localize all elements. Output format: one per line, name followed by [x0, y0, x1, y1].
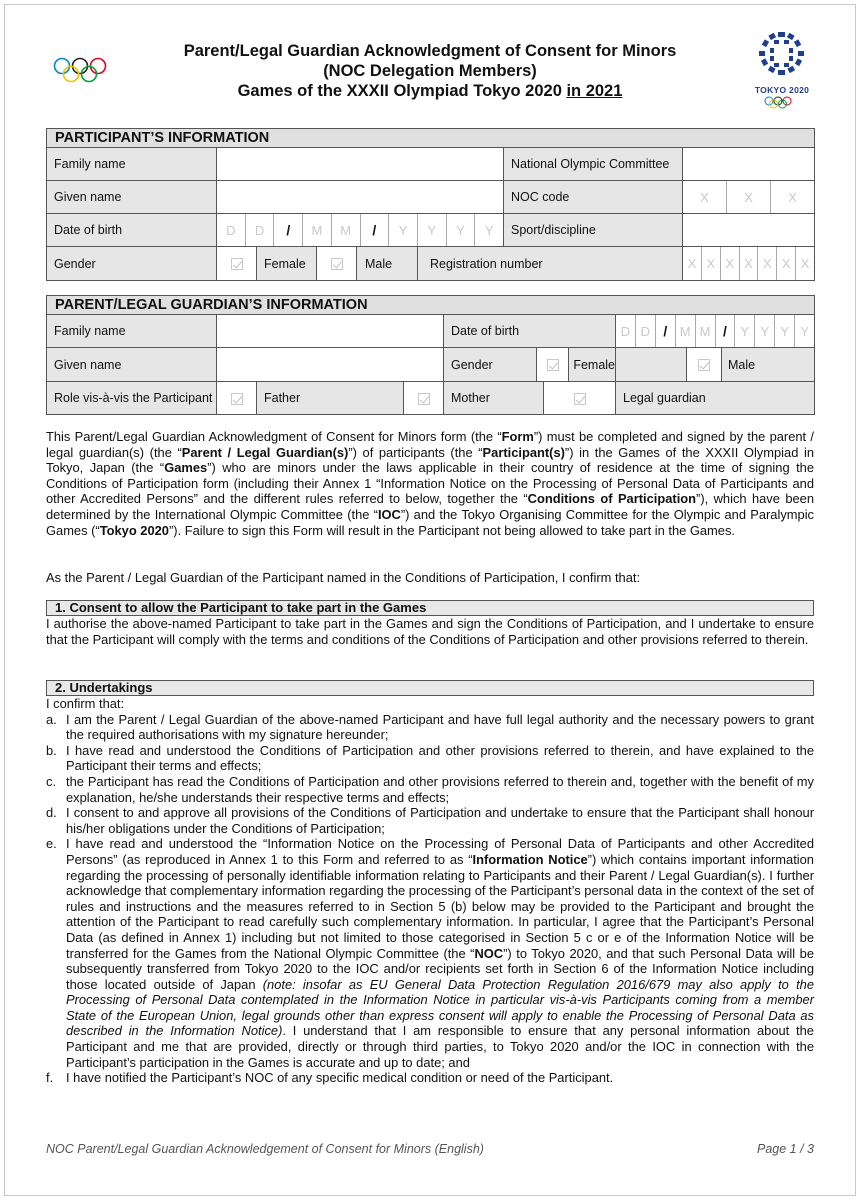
participant-dob-field[interactable]: D D / M M / Y Y Y Y — [217, 214, 504, 247]
participant-given-name-field[interactable] — [217, 181, 504, 214]
checkbox-icon — [698, 359, 710, 371]
section-2-heading: 2. Undertakings — [46, 680, 814, 696]
footer-title: NOC Parent/Legal Guardian Acknowledgement of Consent for Minors (English) — [46, 1142, 484, 1156]
page-number: Page 1 / 3 — [757, 1142, 814, 1156]
participant-female-label: Female — [257, 247, 317, 281]
small-olympic-rings-icon — [752, 95, 812, 109]
undertakings-intro: I confirm that: — [46, 696, 125, 711]
guardian-gender-group — [444, 348, 616, 382]
guardian-information-table — [46, 295, 815, 415]
list-item: a. I am the Parent / Legal Guardian of the above-named Participant and have full legal authority and the necessary powers to grant the required authorisations with my signature hereunder; — [46, 711, 814, 743]
participant-male-checkbox[interactable] — [317, 247, 357, 281]
father-label: Father — [257, 382, 404, 415]
participant-family-name-label: Family name — [47, 148, 217, 181]
checkbox-icon — [231, 393, 243, 405]
section-1-text: I authorise the above-named Participant to take part in the Games and sign the Conditions of Participation, and I undertake to ensure that the Participant will comply with the terms and conditions of the Conditions of Participation and other provisions referred to therein. — [46, 616, 814, 647]
noc-code-field[interactable]: X X X — [683, 181, 815, 214]
noc-label: National Olympic Committee — [504, 148, 683, 181]
registration-number-label: Registration number — [417, 247, 682, 280]
checkbox-icon — [331, 258, 343, 270]
list-item: d. I consent to and approve all provisions of the Conditions of Participation and undertake to ensure that the Participant shall honour his/her obligations under the Conditions of Participation; — [46, 805, 814, 836]
form-title: Parent/Legal Guardian Acknowledgment of Consent for Minors (NOC Delegation Members) Games of the XXXII Olympiad Tokyo 2020 in 2021 — [183, 42, 677, 100]
list-item: c. the Participant has read the Conditions of Participation and other provisions referred to therein and, together with the benefit of my explanation, he/she understands their respective terms and effects; — [46, 773, 814, 805]
legal-guardian-label: Legal guardian — [616, 382, 815, 415]
noc-field[interactable] — [683, 148, 815, 181]
participant-section-heading: PARTICIPANT’S INFORMATION — [47, 129, 815, 148]
guardian-dob-label: Date of birth — [444, 315, 616, 348]
participant-gender-label: Gender — [47, 247, 217, 281]
participant-family-name-field[interactable] — [217, 148, 504, 181]
role-label: Role vis-à-vis the Participant — [47, 382, 217, 415]
participant-information-table — [46, 128, 815, 281]
guardian-family-name-label: Family name — [47, 315, 217, 348]
registration-number-group — [357, 247, 683, 281]
confirm-paragraph: As the Parent / Legal Guardian of the Participant named in the Conditions of Participation, I confirm that: — [46, 570, 641, 585]
guardian-male-group — [616, 348, 815, 382]
registration-digit: X — [758, 247, 777, 280]
legal-guardian-checkbox[interactable] — [544, 382, 616, 415]
sport-discipline-label: Sport/discipline — [504, 214, 683, 247]
guardian-dob-field[interactable]: D D / M M / Y Y Y Y — [616, 315, 815, 348]
participant-given-name-label: Given name — [47, 181, 217, 214]
tokyo-2020-emblem — [752, 28, 812, 108]
participant-female-checkbox[interactable] — [217, 247, 257, 281]
checkbox-icon — [547, 359, 559, 371]
sport-discipline-field[interactable] — [683, 214, 815, 247]
registration-digit: X — [777, 247, 796, 280]
tokyo-2020-text: TOKYO 2020 — [754, 85, 810, 95]
guardian-section-heading: PARENT/LEGAL GUARDIAN’S INFORMATION — [47, 296, 815, 315]
noc-code-label: NOC code — [504, 181, 683, 214]
list-item: f. I have notified the Participant’s NOC of any specific medical condition or need of the Participant. — [46, 1070, 614, 1086]
guardian-female-checkbox[interactable] — [536, 348, 569, 381]
undertakings-list — [46, 696, 814, 1086]
guardian-female-label: Female — [573, 357, 615, 372]
olympic-rings-logo — [52, 56, 108, 84]
registration-number-field[interactable]: X X X X X X X — [683, 247, 815, 281]
checkbox-icon — [574, 393, 586, 405]
guardian-male-checkbox[interactable] — [686, 348, 722, 381]
registration-digit: X — [800, 256, 810, 271]
guardian-family-name-field[interactable] — [217, 315, 444, 348]
guardian-gender-label: Gender — [451, 357, 493, 372]
section-1-heading: 1. Consent to allow the Participant to take part in the Games — [46, 600, 814, 616]
intro-paragraph: This Parent/Legal Guardian Acknowledgment of Consent for Minors form (the “Form”) must be completed and signed by the parent / legal guardian(s) (the “Parent / Legal Guardian(s)”) of participants (the “Participant(s)”) in the Games of the XXXII Olympiad in Tokyo, Japan (the “Games”) who are minors under the laws applicable in their country of residence at the time of signing the Conditions of Participation form (including their Annex 1 “Information Notice on the Processing of Personal Data of Participants and other Accredited Persons” and the different rules referred to below, together the “Conditions of Participation”), which have been determined by the International Olympic Committee (the “IOC”) and the Tokyo Organising Committee for the Olympic and Paralympic Games (“Tokyo 2020”). Failure to sign this Form will result in the Participant not being allowed to take part in the Games. — [46, 429, 815, 538]
guardian-given-name-field[interactable] — [217, 348, 444, 382]
tokyo-emblem-icon — [752, 28, 812, 80]
father-checkbox[interactable] — [217, 382, 257, 415]
participant-male-label: Male — [365, 256, 393, 271]
checkbox-icon — [231, 258, 243, 270]
list-item: e. I have read and understood the “Information Notice on the Processing of Personal Data of Participants and other Accredited Persons” (as reproduced in Annex 1 to this Form and referred to as “Information Notice”) which contains important information regarding the processing of personally identifiable information relating to Participants and their Parent / Legal Guardian(s). I further acknowledge that complementary information regarding the processing of the Participant’s personal data in the context of the set of rules and instructions and the measures referred to in Section 5 (b) below may be provided to the Participant and brought the attention of the Participant to read carefully such complementary information. In particular, I agree that the Participant’s Personal Data (as defined in Annex 1) including but not limited to those categorised in Section 5 c or e of the Information Notice will be transferred for the Games from the National Olympic Committee (the “NOC”) to Tokyo 2020, and that such Personal Data will be subsequently transferred from Tokyo 2020 to the IOC and/or recipients set forth in Section 6 of the Information Notice including those located outside of Japan (note: insofar as EU General Data Protection Regulation 2016/679 may also apply to the Processing of Personal Data contemplated in the Information Notice in particular vis-à-vis Participants coming from a member State of the European Union, legal grounds other than express consent will apply to enable the Processing of Personal Data as described in the Information Notice). I understand that I am responsible to ensure that any personal information about the Participant and me that are provided, directly or through third parties, to Tokyo 2020 and/or the IOC in connection with the Participant’s participation in the Games is accurate and up to date; and — [46, 836, 815, 1070]
guardian-male-label: Male — [728, 357, 756, 372]
guardian-given-name-label: Given name — [47, 348, 217, 382]
mother-label: Mother — [444, 382, 544, 415]
mother-checkbox[interactable] — [404, 382, 444, 415]
list-item: b. I have read and understood the Conditions of Participation and other provisions referred to therein, and have explained to the Participant their terms and effects; — [46, 742, 814, 774]
checkbox-icon — [418, 393, 430, 405]
participant-dob-label: Date of birth — [47, 214, 217, 247]
